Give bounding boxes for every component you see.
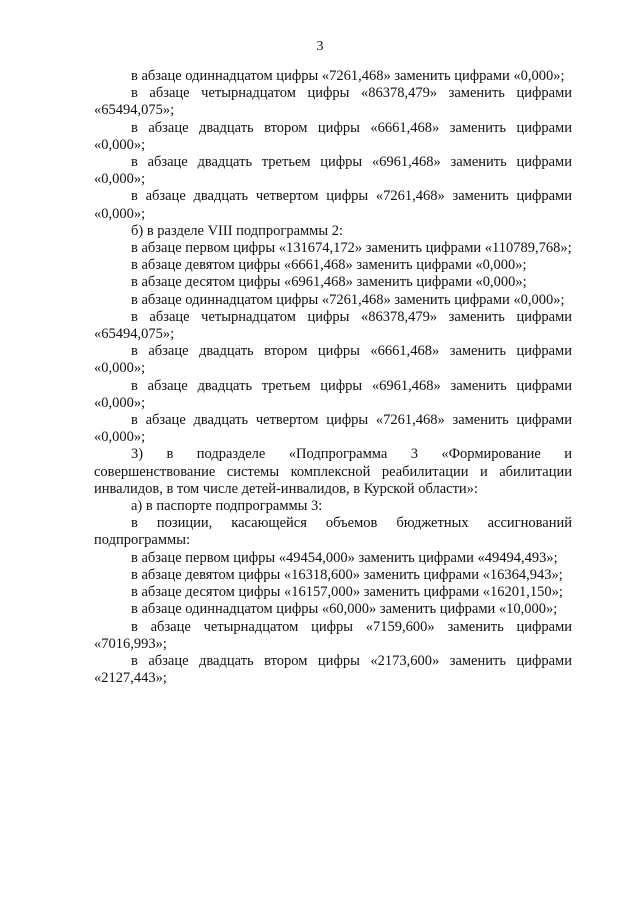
paragraph: в абзаце двадцать втором цифры «2173,600» заменить цифрами «2127,443»; — [94, 652, 572, 687]
paragraph: в абзаце одиннадцатом цифры «7261,468» заменить цифрами «0,000»; — [131, 68, 565, 84]
paragraph: в абзаце одиннадцатом цифры «60,000» заменить цифрами «10,000»; — [131, 601, 558, 618]
paragraph: 3) в подразделе «Подпрограмма 3 «Формирование и совершенствование системы комплексной реабилитации и абилитации инвалидов, в том числе детей-инвалидов, в Курской области»: — [94, 446, 572, 497]
paragraph: в абзаце двадцать четвертом цифры «7261,468» заменить цифрами «0,000»; — [94, 188, 572, 222]
paragraph: в абзаце двадцать третьем цифры «6961,468» заменить цифрами «0,000»; — [94, 154, 572, 188]
document-body — [94, 68, 572, 687]
paragraph: в абзаце первом цифры «49454,000» заменить цифрами «49494,493»; — [131, 549, 558, 566]
paragraph: в абзаце двадцать втором цифры «6661,468» заменить цифрами «0,000»; — [94, 119, 572, 153]
paragraph: в абзаце четырнадцатом цифры «86378,479» заменить цифрами «65494,075»; — [94, 85, 572, 119]
paragraph: б) в разделе VIII подпрограммы 2: — [131, 222, 344, 239]
paragraph: в абзаце первом цифры «131674,172» заменить цифрами «110789,768»; — [131, 240, 572, 257]
paragraph: в абзаце двадцать втором цифры «6661,468» заменить цифрами «0,000»; — [94, 343, 572, 377]
paragraph: а) в паспорте подпрограммы 3: — [131, 498, 323, 515]
paragraph: в абзаце четырнадцатом цифры «86378,479» заменить цифрами «65494,075»; — [94, 308, 572, 343]
paragraph: в абзаце девятом цифры «16318,600» заменить цифрами «16364,943»; — [131, 566, 563, 583]
paragraph: в абзаце десятом цифры «6961,468» заменить цифрами «0,000»; — [131, 274, 527, 291]
paragraph: в абзаце четырнадцатом цифры «7159,600» заменить цифрами «7016,993»; — [94, 618, 572, 652]
page-number: 3 — [316, 39, 324, 54]
paragraph: в абзаце девятом цифры «6661,468» заменить цифрами «0,000»; — [131, 257, 527, 274]
paragraph: в абзаце десятом цифры «16157,000» заменить цифрами «16201,150»; — [131, 584, 563, 601]
paragraph: в позиции, касающейся объемов бюджетных ассигнований подпрограммы: — [94, 515, 572, 549]
paragraph: в абзаце двадцать четвертом цифры «7261,468» заменить цифрами «0,000»; — [94, 412, 572, 446]
paragraph: в абзаце одиннадцатом цифры «7261,468» заменить цифрами «0,000»; — [131, 291, 565, 308]
paragraph: в абзаце двадцать третьем цифры «6961,468» заменить цифрами «0,000»; — [94, 377, 572, 411]
